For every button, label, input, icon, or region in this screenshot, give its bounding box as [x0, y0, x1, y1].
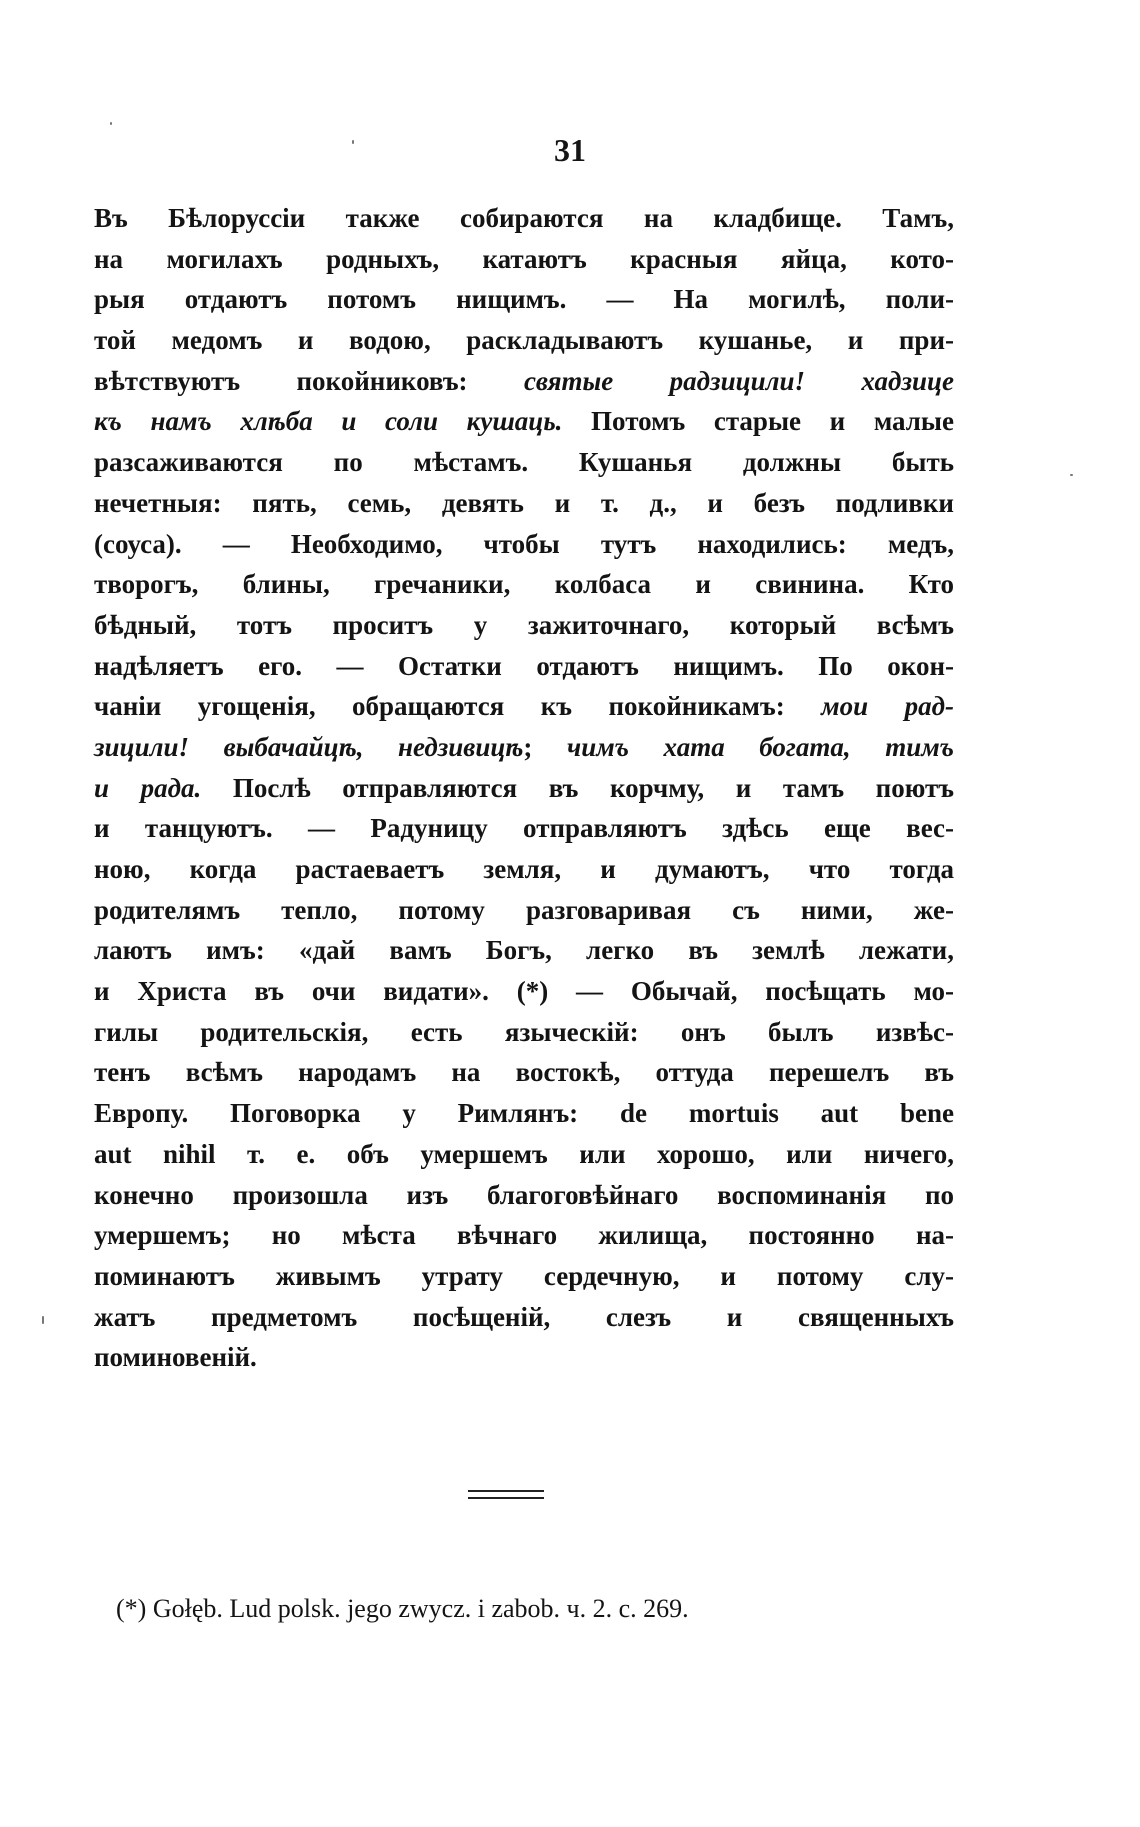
text-segment: конечно произошла изъ благоговѣйнаго воспоминанія по — [94, 1179, 954, 1210]
italic-text: мои рад- — [821, 691, 954, 722]
text-segment: бѣдный, тотъ проситъ у зажиточнаго, который всѣмъ — [94, 609, 954, 640]
text-line — [94, 808, 954, 849]
scan-speck — [110, 122, 112, 125]
text-segment: (соуса). — Необходимо, чтобы тутъ находились: медъ, — [94, 528, 954, 559]
text-line — [94, 1134, 954, 1175]
text-segment: поминаютъ живымъ утрату сердечную, и потому слу- — [94, 1260, 954, 1291]
text-segment: ною, когда растаеваетъ земля, и думаютъ, что тогда — [94, 854, 954, 884]
text-line — [94, 890, 954, 931]
text-segment: надѣляетъ его. — Остатки отдаютъ нищимъ. По окон- — [94, 650, 954, 681]
text-line — [94, 1337, 954, 1378]
text-segment: и танцуютъ. — Радуницу отправляютъ здѣсь еще вес- — [94, 813, 954, 844]
text-line — [94, 524, 954, 565]
text-line — [94, 279, 954, 320]
text-line — [94, 483, 954, 524]
scan-speck — [1070, 474, 1073, 476]
text-line — [94, 605, 954, 646]
page-number: 31 — [554, 132, 586, 168]
text-segment: вѣтствуютъ покойниковъ: — [94, 365, 524, 396]
text-line — [94, 1052, 954, 1093]
text-line — [94, 239, 954, 280]
text-segment: ; — [523, 731, 568, 762]
text-segment: Потомъ старые и малые — [562, 406, 954, 437]
text-segment: разсаживаются по мѣстамъ. Кушанья должны быть — [94, 447, 954, 478]
italic-text: зицили! выбачайцѣ, недзивицѣ — [94, 731, 524, 762]
text-segment: Послѣ отправляются въ корчму, и тамъ поютъ — [201, 772, 955, 803]
text-segment: гилы родительскія, есть языческій: онъ былъ извѣс- — [94, 1016, 954, 1047]
text-line — [94, 849, 954, 890]
text-segment: той медомъ и водою, раскладываютъ кушанье, и при- — [94, 325, 954, 356]
text-segment: aut nihil т. е. объ умершемъ или хорошо, или ничего, — [94, 1138, 954, 1169]
italic-text: святые радзицили! хадзице — [523, 365, 954, 396]
text-segment: умершемъ; но мѣста вѣчнаго жилища, постоянно на- — [94, 1220, 954, 1251]
text-line — [94, 1215, 954, 1256]
footnote: (*) Gołęb. Lud polsk. jego zwycz. i zabob. ч. 2. с. 269. — [116, 1594, 689, 1623]
text-segment: Европу. Поговорка у Римлянъ: de mortuis aut bene — [94, 1098, 954, 1129]
text-segment: на могилахъ родныхъ, катаютъ красныя яйца, кото- — [94, 243, 954, 274]
text-line — [94, 401, 954, 442]
text-line — [94, 686, 954, 727]
text-segment: тенъ всѣмъ народамъ на востокѣ, оттуда перешелъ въ — [94, 1057, 954, 1088]
text-segment: рыя отдаютъ потомъ нищимъ. — На могилѣ, поли- — [94, 284, 954, 315]
text-segment: нечетныя: пять, семь, девять и т. д., и безъ подливки — [94, 487, 954, 518]
text-line — [94, 768, 954, 809]
text-line — [94, 1175, 954, 1216]
text-line — [94, 1256, 954, 1297]
text-segment: Въ Бѣлоруссіи также собираются на кладбище. Тамъ, — [94, 203, 954, 233]
text-line — [94, 198, 954, 239]
text-segment: родителямъ тепло, потому разговаривая съ ними, же- — [94, 894, 954, 925]
text-line — [94, 361, 954, 402]
text-line — [94, 442, 954, 483]
italic-text: чимъ хата богата, тимъ — [567, 731, 954, 762]
text-line — [94, 1012, 954, 1053]
scan-speck — [352, 140, 354, 144]
text-segment: лаютъ имъ: «дай вамъ Богъ, легко въ землѣ лежати, — [94, 935, 954, 966]
text-segment: чаніи угощенія, обращаются къ покойникамъ: — [94, 691, 822, 722]
section-divider — [468, 1490, 544, 1499]
text-line — [94, 646, 954, 687]
text-line — [94, 1297, 954, 1338]
text-line — [94, 727, 954, 768]
text-segment: поминовеній. — [94, 1342, 257, 1373]
text-line — [94, 320, 954, 361]
text-line — [94, 1093, 954, 1134]
text-line — [94, 564, 954, 605]
text-segment: творогъ, блины, гречаники, колбаса и свинина. Кто — [94, 569, 954, 600]
text-segment: жатъ предметомъ посѣщеній, слезъ и священныхъ — [94, 1301, 954, 1332]
italic-text: и рада. — [94, 772, 202, 803]
italic-text: къ намъ хлѣба и соли кушаць. — [94, 406, 563, 437]
text-line — [94, 930, 954, 971]
scan-speck — [42, 1316, 44, 1324]
text-line — [94, 971, 954, 1012]
text-segment: и Христа въ очи видати». (*) — Обычай, посѣщать мо- — [94, 976, 954, 1007]
body-text — [94, 198, 954, 1378]
